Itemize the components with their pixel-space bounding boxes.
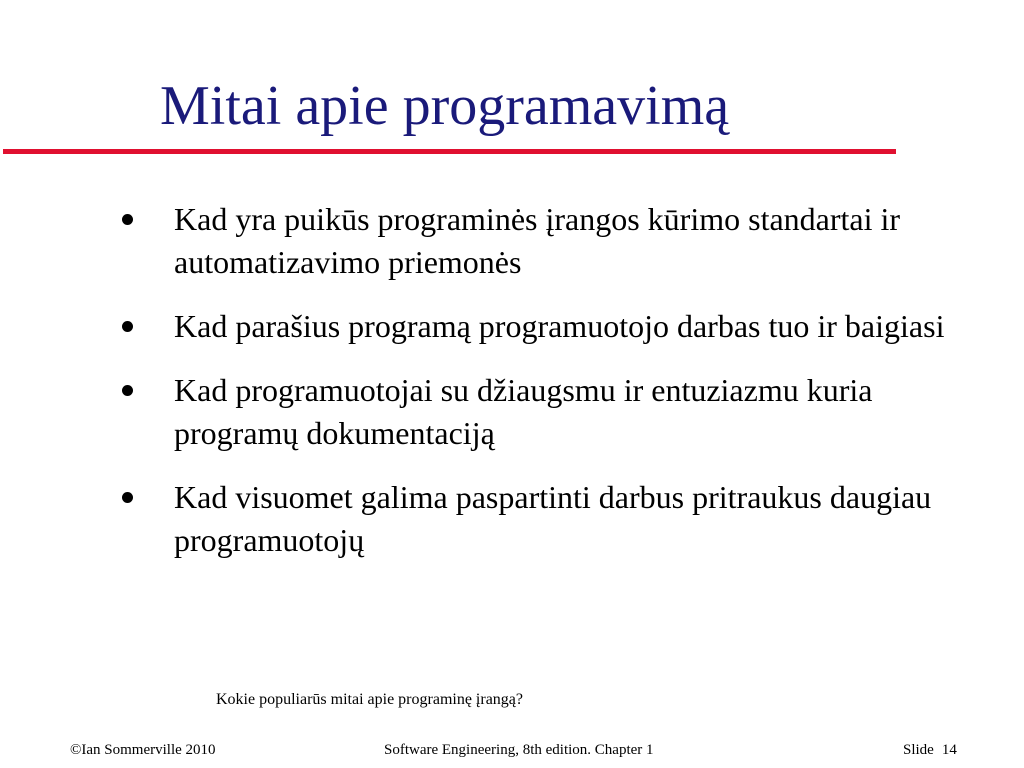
bullet-text: Kad visuomet galima paspartinti darbus pritraukus daugiau programuotojų [174, 479, 932, 558]
bullet-dot-icon [122, 214, 133, 225]
footer-slide-number [903, 741, 957, 759]
speaker-note: Kokie populiarūs mitai apie programinę įrangą? [216, 691, 524, 708]
slide-label: Slide [903, 742, 934, 758]
bullet-dot-icon [122, 385, 133, 396]
slide-title: Mitai apie programavimą [160, 75, 730, 137]
bullet-list [118, 198, 988, 583]
footer-copyright: ©Ian Sommerville 2010 [70, 742, 216, 758]
title-underline [3, 149, 896, 154]
bullet-dot-icon [122, 321, 133, 332]
bullet-item [118, 369, 988, 455]
bullet-item [118, 198, 988, 284]
bullet-item [118, 476, 988, 562]
footer-book-title: Software Engineering, 8th edition. Chapter 1 [384, 742, 654, 758]
bullet-text: Kad yra puikūs programinės įrangos kūrimo standartai ir automatizavimo priemonės [174, 201, 901, 280]
bullet-dot-icon [122, 492, 133, 503]
bullet-text: Kad programuotojai su džiaugsmu ir entuziazmu kuria programų dokumentaciją [174, 372, 873, 451]
slide-number: 14 [941, 742, 957, 758]
bullet-item [118, 305, 988, 348]
bullet-text: Kad parašius programą programuotojo darbas tuo ir baigiasi [174, 308, 945, 344]
